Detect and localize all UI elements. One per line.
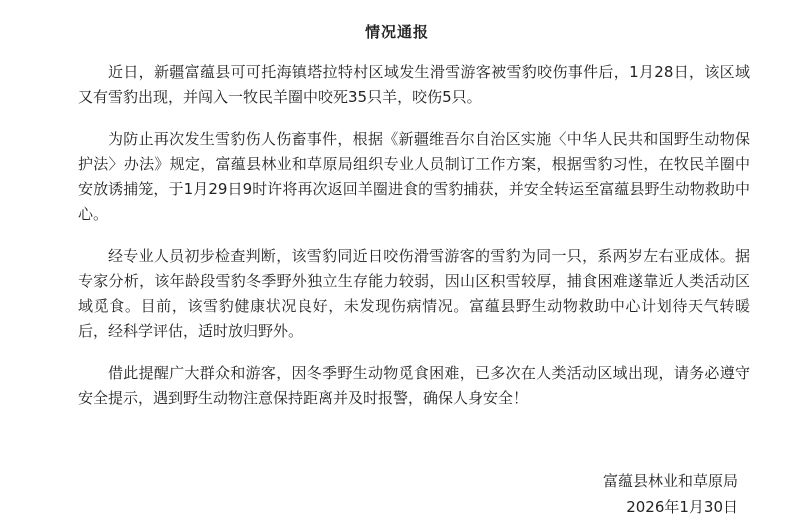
notice-body: [78, 60, 750, 428]
paragraph-reminder: 借此提醒广大群众和游客，因冬季野生动物觅食困难，已多次在人类活动区域出现，请务必遵守安全提示，遇到野生动物注意保持距离并及时报警，确保人身安全！: [78, 364, 750, 407]
paragraph-assessment: 经专业人员初步检查判断，该雪豹同近日咬伤滑雪游客的雪豹为同一只，系两岁左右亚成体。据专家分析，该年龄段雪豹冬季野外独立生存能力较弱，因山区积雪较厚，捕食困难遂靠近人类活动区域觅食。目前，该雪豹健康状况良好，未发现伤病情况。富蕴县野生动物救助中心计划待天气转暖后，经科学评估，适时放归野外。: [78, 247, 750, 340]
paragraph-incident: 近日，新疆富蕴县可可托海镇塔拉特村区域发生滑雪游客被雪豹咬伤事件后，1月28日，该区域又有雪豹出现，并闯入一牧民羊圈中咬死35只羊，咬伤5只。: [78, 63, 750, 106]
signature-block: [603, 468, 738, 520]
notice-title: 情况通报: [364, 23, 429, 41]
issue-date: 2026年1月30日: [626, 498, 738, 516]
paragraph-capture: 为防止再次发生雪豹伤人伤畜事件，根据《新疆维吾尔自治区实施〈中华人民共和国野生动物保护法〉办法》规定，富蕴县林业和草原局组织专业人员制订工作方案，根据雪豹习性，在牧民羊圈中安放诱捕笼，于1月29日9时许将再次返回羊圈进食的雪豹捕获，并安全转运至富蕴县野生动物救助中心。: [78, 130, 750, 223]
issuer-name: 富蕴县林业和草原局: [602, 472, 738, 490]
